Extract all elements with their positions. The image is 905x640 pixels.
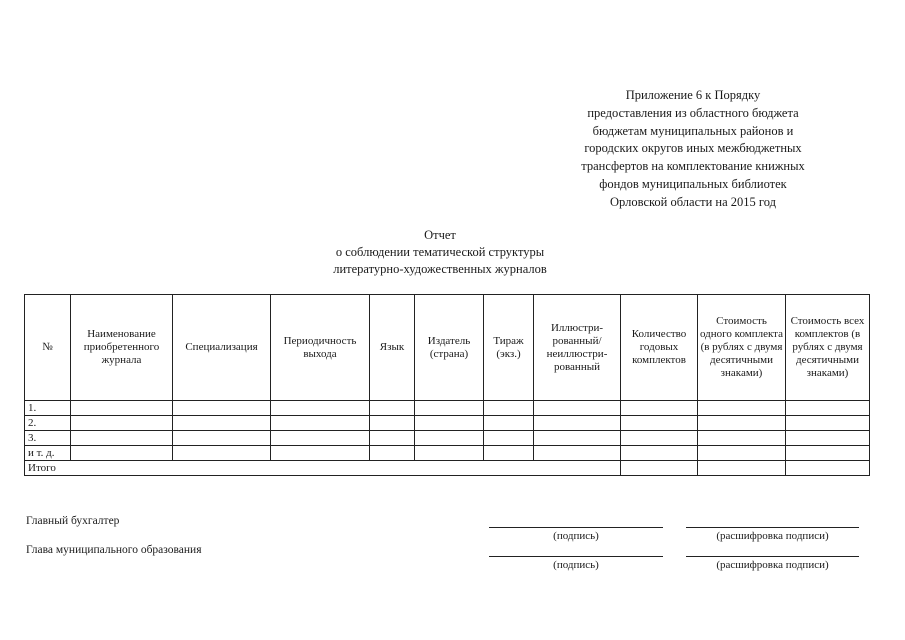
table-cell xyxy=(71,431,173,446)
table-cell xyxy=(271,401,370,416)
table-cell xyxy=(415,431,484,446)
appendix-line: Приложение 6 к Порядку xyxy=(625,88,761,102)
total-label: Итого xyxy=(25,461,621,476)
table-cell xyxy=(621,461,698,476)
table-cell xyxy=(271,431,370,446)
signature-line xyxy=(489,527,663,528)
table-cell xyxy=(698,401,786,416)
table-cell xyxy=(698,416,786,431)
appendix-line: Орловской области на 2015 год xyxy=(610,194,776,209)
table-cell xyxy=(621,431,698,446)
table-cell xyxy=(173,446,271,461)
table-cell xyxy=(534,431,621,446)
table-cell xyxy=(71,401,173,416)
name-line xyxy=(686,527,859,528)
table-cell xyxy=(173,431,271,446)
report-title-line: Отчет xyxy=(424,228,456,242)
signature-caption: (подпись) xyxy=(553,559,599,571)
header-publisher: Издатель (страна) xyxy=(415,295,484,401)
header-language: Язык xyxy=(370,295,415,401)
report-title xyxy=(250,227,630,278)
row-number: 3. xyxy=(25,431,71,446)
header-sets-count: Количество годовых комплектов xyxy=(621,295,698,401)
table-cell xyxy=(71,446,173,461)
table-cell xyxy=(534,416,621,431)
appendix-line: фондов муниципальных библиотек xyxy=(599,176,787,191)
table-cell xyxy=(621,446,698,461)
table-cell xyxy=(786,416,870,431)
header-periodicity: Периодичность выхода xyxy=(271,295,370,401)
table-cell xyxy=(271,416,370,431)
header-number: № xyxy=(25,295,71,401)
name-caption: (расшифровка подписи) xyxy=(716,559,829,571)
table-cell xyxy=(698,431,786,446)
row-number: 1. xyxy=(25,401,71,416)
appendix-line: предоставления из областного бюджета xyxy=(587,105,799,120)
municipal-head-label: Глава муниципального образования xyxy=(26,544,202,556)
table-cell xyxy=(415,401,484,416)
table-cell xyxy=(698,461,786,476)
appendix-line: бюджетам муниципальных районов и xyxy=(592,123,794,138)
table-cell xyxy=(534,401,621,416)
table-cell xyxy=(71,416,173,431)
header-set-cost: Стоимость одного комплекта (в рублях с двумя десятичными знаками) xyxy=(698,295,786,401)
table-cell xyxy=(484,431,534,446)
table-cell xyxy=(370,431,415,446)
table-cell xyxy=(370,446,415,461)
report-table xyxy=(24,294,870,476)
table-cell xyxy=(621,401,698,416)
header-journal-name: Наименование приобретенного журнала xyxy=(71,295,173,401)
table-cell xyxy=(370,416,415,431)
table-cell xyxy=(698,446,786,461)
appendix-line: городских округов иных межбюджетных xyxy=(584,141,802,156)
report-title-line: литературно-художественных журналов xyxy=(333,262,547,276)
table-cell xyxy=(786,461,870,476)
table-cell xyxy=(484,416,534,431)
table-row xyxy=(25,416,870,431)
table-cell xyxy=(621,416,698,431)
chief-accountant-label: Главный бухгалтер xyxy=(26,515,120,527)
appendix-line: трансфертов на комплектование книжных xyxy=(581,159,805,174)
table-cell xyxy=(415,416,484,431)
table-cell xyxy=(173,416,271,431)
table-row xyxy=(25,431,870,446)
report-title-line: о соблюдении тематической структуры xyxy=(335,245,545,259)
row-number: 2. xyxy=(25,416,71,431)
table-cell xyxy=(415,446,484,461)
appendix-note xyxy=(560,87,826,212)
row-number: и т. д. xyxy=(25,446,71,461)
table-row xyxy=(25,401,870,416)
table-cell xyxy=(534,446,621,461)
signature-line xyxy=(489,556,663,557)
table-cell xyxy=(271,446,370,461)
table-row xyxy=(25,446,870,461)
table-cell xyxy=(786,431,870,446)
header-total-cost: Стоимость всех комплектов (в рублях с двумя десятичными знаками) xyxy=(786,295,870,401)
table-cell xyxy=(786,401,870,416)
header-specialization: Специализация xyxy=(173,295,271,401)
table-cell xyxy=(370,401,415,416)
header-illustrated: Иллюстри-рованный/ неиллюстри-рованный xyxy=(534,295,621,401)
table-cell xyxy=(786,446,870,461)
table-cell xyxy=(173,401,271,416)
table-header-row xyxy=(25,295,870,401)
header-circulation: Тираж (экз.) xyxy=(484,295,534,401)
name-caption: (расшифровка подписи) xyxy=(716,530,829,542)
table-total-row xyxy=(25,461,870,476)
table-cell xyxy=(484,446,534,461)
signature-caption: (подпись) xyxy=(553,530,599,542)
table-cell xyxy=(484,401,534,416)
name-line xyxy=(686,556,859,557)
